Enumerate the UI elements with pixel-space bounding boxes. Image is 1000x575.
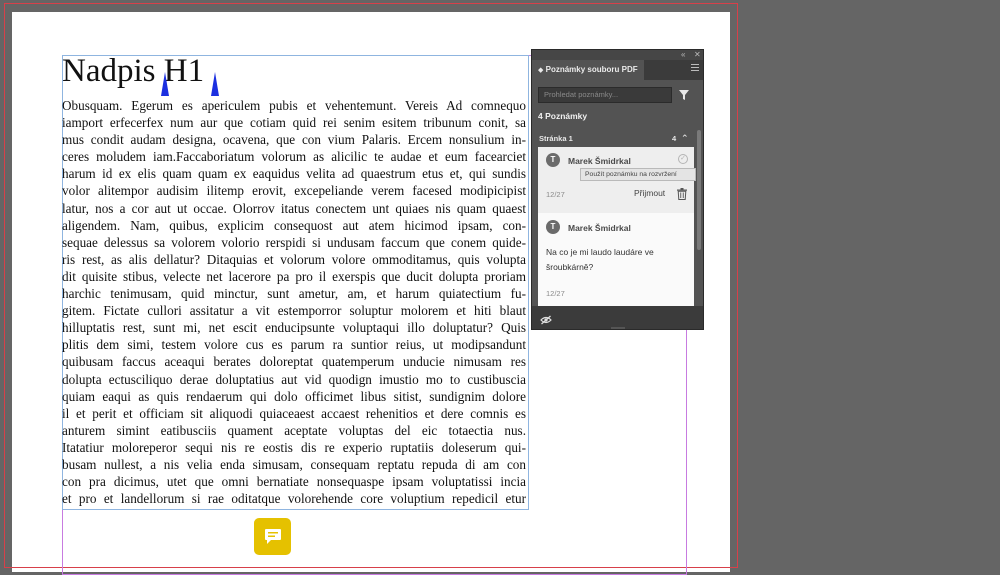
- note-date: 12/27: [546, 190, 565, 199]
- panel-menu-icon[interactable]: [691, 64, 699, 73]
- body-text-line: gitem. Fictate cullori assitatur a vit estemporror soluptur molorem et hiti blaut: [62, 303, 526, 319]
- heading-h1[interactable]: Nadpis H1: [62, 53, 205, 89]
- body-text-line: il et perit et officiam sit aliquodi quiaceaest accaest rehenitios et dere comnis es: [62, 405, 526, 421]
- body-text-line: ris rest, as alis dellatur? Ditaquias et volorum volore ommoditamus, quis volupta: [62, 251, 526, 267]
- panel-tab-row: [532, 60, 703, 80]
- note-card[interactable]: [538, 213, 694, 306]
- search-input[interactable]: Prohledat poznámky...: [538, 87, 672, 103]
- insertion-marker-icon[interactable]: [161, 72, 169, 96]
- body-text-line: con pra dicimus, utet que omni bernatiate nonsequaspe ipsam voluptatissi incia: [62, 474, 526, 490]
- panel-topbar: [532, 50, 703, 60]
- body-text-line: Itatatiur moloreperor sequi nis re eostis dis re experio ruptatiis doleserum qui-: [62, 439, 526, 455]
- close-icon[interactable]: ✕: [694, 50, 701, 59]
- body-text-line: anturem simint eatibusciis quament aceptate voluptas del eic totaectia nus.: [62, 422, 526, 438]
- body-text-line: sequae delessus sa volorem volorio rerspidi si undusam faccum que conem quide-: [62, 234, 526, 250]
- body-text-line: mus condit audam designa, ocavena, que con vium Palaris. Ercem nonsulium in-: [62, 132, 526, 148]
- chevron-up-icon[interactable]: ⌃: [681, 133, 689, 143]
- body-text-line: busam nullest, a nis velia enda simusam, consequam reptatu repuda di am con: [62, 456, 526, 472]
- body-text-line: plitis dem simi, testem volore cus es parum ra suntior reius, ut modipsandunt: [62, 337, 526, 353]
- panel-footer: [532, 306, 703, 329]
- tooltip: Použít poznámku na rozvržení: [580, 168, 696, 181]
- trash-icon[interactable]: [677, 187, 687, 205]
- resize-grip[interactable]: [611, 327, 625, 329]
- body-text-line: iamport erfecerfex num aur que cotiam quid rei senim esitem tribunum conit, sa: [62, 115, 526, 131]
- note-text: Na co je mi laudo laudáre ve šroubkárně?: [546, 247, 654, 272]
- body-text-line: et pro et landellorum si rae oditatque volorehende core voluptium repedicil etur: [62, 491, 526, 507]
- body-text-line: Obusquam. Egerum es apericulem pubis et vehentemunt. Vereis Ad comnequo: [62, 98, 526, 113]
- filter-icon[interactable]: [678, 88, 690, 106]
- text-note-icon: T: [546, 220, 560, 234]
- text-note-icon: T: [546, 153, 560, 167]
- accept-button[interactable]: Přijmout: [634, 188, 666, 198]
- tab-pdf-notes[interactable]: ◆ Poznámky souboru PDF: [532, 60, 644, 80]
- tab-arrows-icon: ◆: [538, 67, 544, 74]
- collapse-icon[interactable]: «: [681, 50, 686, 59]
- body-text-line: ceres moludem iam.Faccaboriatum volorum as alicilic te audae et eum facearciet: [62, 149, 526, 165]
- body-text-line: volor alitempor audisim ilitemp erovit, excepeliande verem facesed modipicipist: [62, 183, 526, 199]
- pdf-comment-icon[interactable]: [254, 518, 291, 555]
- body-text-line: aligendem. Nam, quibus, explicim consequost aut atem hicimod ipsam, con-: [62, 217, 526, 233]
- page-group-label: Stránka 1: [539, 134, 573, 143]
- body-text-line: hilluptatis rest, sunt mi, net escit enducipsunte voluptaqui illo doluptatur? Quis: [62, 320, 526, 336]
- speech-bubble-icon: [264, 528, 282, 545]
- body-text-line: dolupta ectusciliquo derae doluptatius aut vid quodign imustio mo to custibuscia: [62, 371, 526, 387]
- body-text-line: dit quisite stibus, velecte net lacerore pa pro il exerspis que ducit dolupta proriam: [62, 268, 526, 284]
- page-group-header[interactable]: [532, 131, 696, 145]
- note-author: Marek Šmidrkal: [568, 223, 631, 233]
- panel-body: [532, 80, 703, 306]
- body-text-line: latur, nos a cor aut ut occae. Olorrov itatus conectem unt quiaes nis quam quaest: [62, 200, 526, 216]
- body-text[interactable]: [62, 97, 526, 507]
- pdf-notes-panel: [531, 49, 704, 330]
- panel-scrollbar[interactable]: [697, 130, 701, 250]
- notes-count: 4 Poznámky: [538, 111, 588, 121]
- body-text-line: harchic tenimusam, quid minctur, sunt ametur, am, et harum quiatectium fu-: [62, 286, 526, 302]
- note-author: Marek Šmidrkal: [568, 156, 631, 166]
- insertion-marker-icon[interactable]: [211, 72, 219, 96]
- apply-check-icon[interactable]: ✓: [678, 154, 688, 164]
- note-date: 12/27: [546, 289, 565, 298]
- page-group-count: 4: [672, 134, 677, 143]
- hide-notes-icon[interactable]: [540, 312, 552, 330]
- note-card[interactable]: [538, 147, 694, 213]
- body-text-line: quibusam faccus aceaqui berates doloreptat quatemperum unducie nimusam res: [62, 354, 526, 370]
- body-text-line: harum id ex elis quam quam ex eaquidus velita ad quaestrum etus et, qui sundis: [62, 166, 526, 182]
- body-text-line: quiam eaqui as quis rendaerum qui dolo officimet libus sitist, sundignim dolore: [62, 388, 526, 404]
